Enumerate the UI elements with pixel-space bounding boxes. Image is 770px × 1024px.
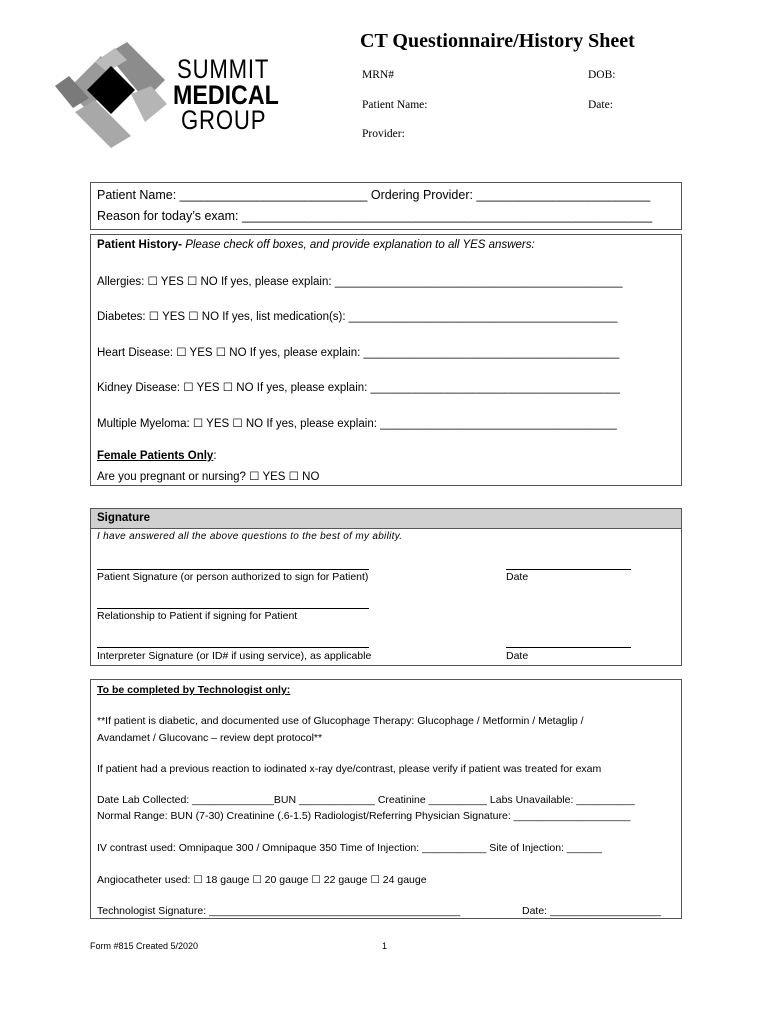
- patient-history-section: [90, 234, 682, 486]
- normal-range-fields[interactable]: Normal Range: BUN (7-30) Creatinine (.6-1.5) Radiologist/Referring Physician Signature: ____________________: [97, 810, 631, 822]
- form-number: Form #815 Created 5/2020: [90, 941, 199, 951]
- interpreter-signature-line[interactable]: [97, 647, 369, 648]
- date2-line[interactable]: [506, 647, 631, 648]
- patient-signature-line[interactable]: [97, 569, 369, 570]
- iv-contrast-fields[interactable]: IV contrast used: Omnipaque 300 / Omnipaque 350 Time of Injection: ___________ Site of Injection: ______: [97, 842, 602, 854]
- reason-for-exam-field[interactable]: Reason for today’s exam: ___________________________________________________________: [97, 209, 653, 223]
- technologist-title: To be completed by Technologist only:: [97, 684, 291, 696]
- patient-name-ordering-provider-field[interactable]: Patient Name: ___________________________ Ordering Provider: _________________________: [97, 188, 651, 202]
- multiple-myeloma-question[interactable]: Multiple Myeloma: ☐ YES ☐ NO If yes, please explain: _____________________________________: [97, 418, 617, 430]
- page-title: CT Questionnaire/History Sheet: [360, 30, 635, 52]
- female-patients-heading: [97, 450, 217, 462]
- heart-disease-question[interactable]: Heart Disease: ☐ YES ☐ NO If yes, please explain: ________________________________________: [97, 347, 620, 359]
- interpreter-signature-label: Interpreter Signature (or ID# if using service), as applicable: [97, 650, 372, 662]
- logo-diamond-icon: [55, 42, 173, 150]
- provider-label: Provider:: [362, 128, 405, 140]
- date2-label: Date: [506, 650, 529, 662]
- angiocatheter-options[interactable]: Angiocatheter used: ☐ 18 gauge ☐ 20 gauge ☐ 22 gauge ☐ 24 gauge: [97, 874, 427, 886]
- logo-text-medical: MEDICAL: [173, 80, 279, 110]
- relationship-label: Relationship to Patient if signing for Patient: [97, 610, 298, 622]
- kidney-disease-question[interactable]: Kidney Disease: ☐ YES ☐ NO If yes, please explain: _______________________________________: [97, 382, 620, 394]
- page-number: 1: [382, 941, 388, 951]
- diabetic-note-line1: **If patient is diabetic, and documented use of Glucophage Therapy: Glucophage / Metformin / Metaglip /: [97, 715, 584, 727]
- allergies-question[interactable]: Allergies: ☐ YES ☐ NO If yes, please explain: _____________________________________________: [97, 276, 623, 288]
- patient-history-title: Patient History-: [97, 239, 182, 251]
- diabetes-question[interactable]: Diabetes: ☐ YES ☐ NO If yes, list medication(s): __________________________________________: [97, 311, 618, 323]
- mrn-label: MRN#: [362, 69, 394, 81]
- patient-history-instructions: Please check off boxes, and provide explanation to all YES answers:: [182, 239, 535, 251]
- diabetic-note-line2: Avandamet / Glucovanc – review dept protocol**: [97, 732, 323, 744]
- summit-logo: [55, 42, 290, 150]
- logo-text-summit: SUMMIT: [177, 54, 270, 84]
- logo-text-group: GROUP: [181, 105, 267, 135]
- date-label: Date:: [588, 99, 613, 111]
- patient-signature-label: Patient Signature (or person authorized to sign for Patient): [97, 571, 369, 583]
- signature-section: [90, 508, 682, 666]
- date1-line[interactable]: [506, 569, 631, 570]
- technologist-section: [90, 679, 682, 919]
- patient-name-label: Patient Name:: [362, 99, 428, 111]
- pregnant-question[interactable]: Are you pregnant or nursing? ☐ YES ☐ NO: [97, 471, 320, 483]
- previous-reaction-note: If patient had a previous reaction to iodinated x-ray dye/contrast, please verify if patient was treated for exam: [97, 763, 602, 775]
- date1-label: Date: [506, 571, 529, 583]
- female-patients-title: Female Patients Only: [97, 450, 214, 462]
- technologist-date-field[interactable]: Date: ___________________: [522, 905, 661, 917]
- signature-title: Signature: [97, 512, 151, 524]
- lab-collected-fields[interactable]: Date Lab Collected: ______________BUN _____________ Creatinine __________ Labs Unavailable: __________: [97, 794, 635, 806]
- technologist-signature-field[interactable]: Technologist Signature: ___________________________________________: [97, 905, 461, 917]
- relationship-line[interactable]: [97, 608, 369, 609]
- exam-section: [90, 182, 682, 230]
- signature-header-bar: [91, 509, 681, 529]
- patient-history-header: [97, 239, 535, 251]
- female-patients-colon: :: [213, 450, 217, 462]
- signature-statement: I have answered all the above questions to the best of my ability.: [97, 531, 403, 542]
- dob-label: DOB:: [588, 69, 616, 81]
